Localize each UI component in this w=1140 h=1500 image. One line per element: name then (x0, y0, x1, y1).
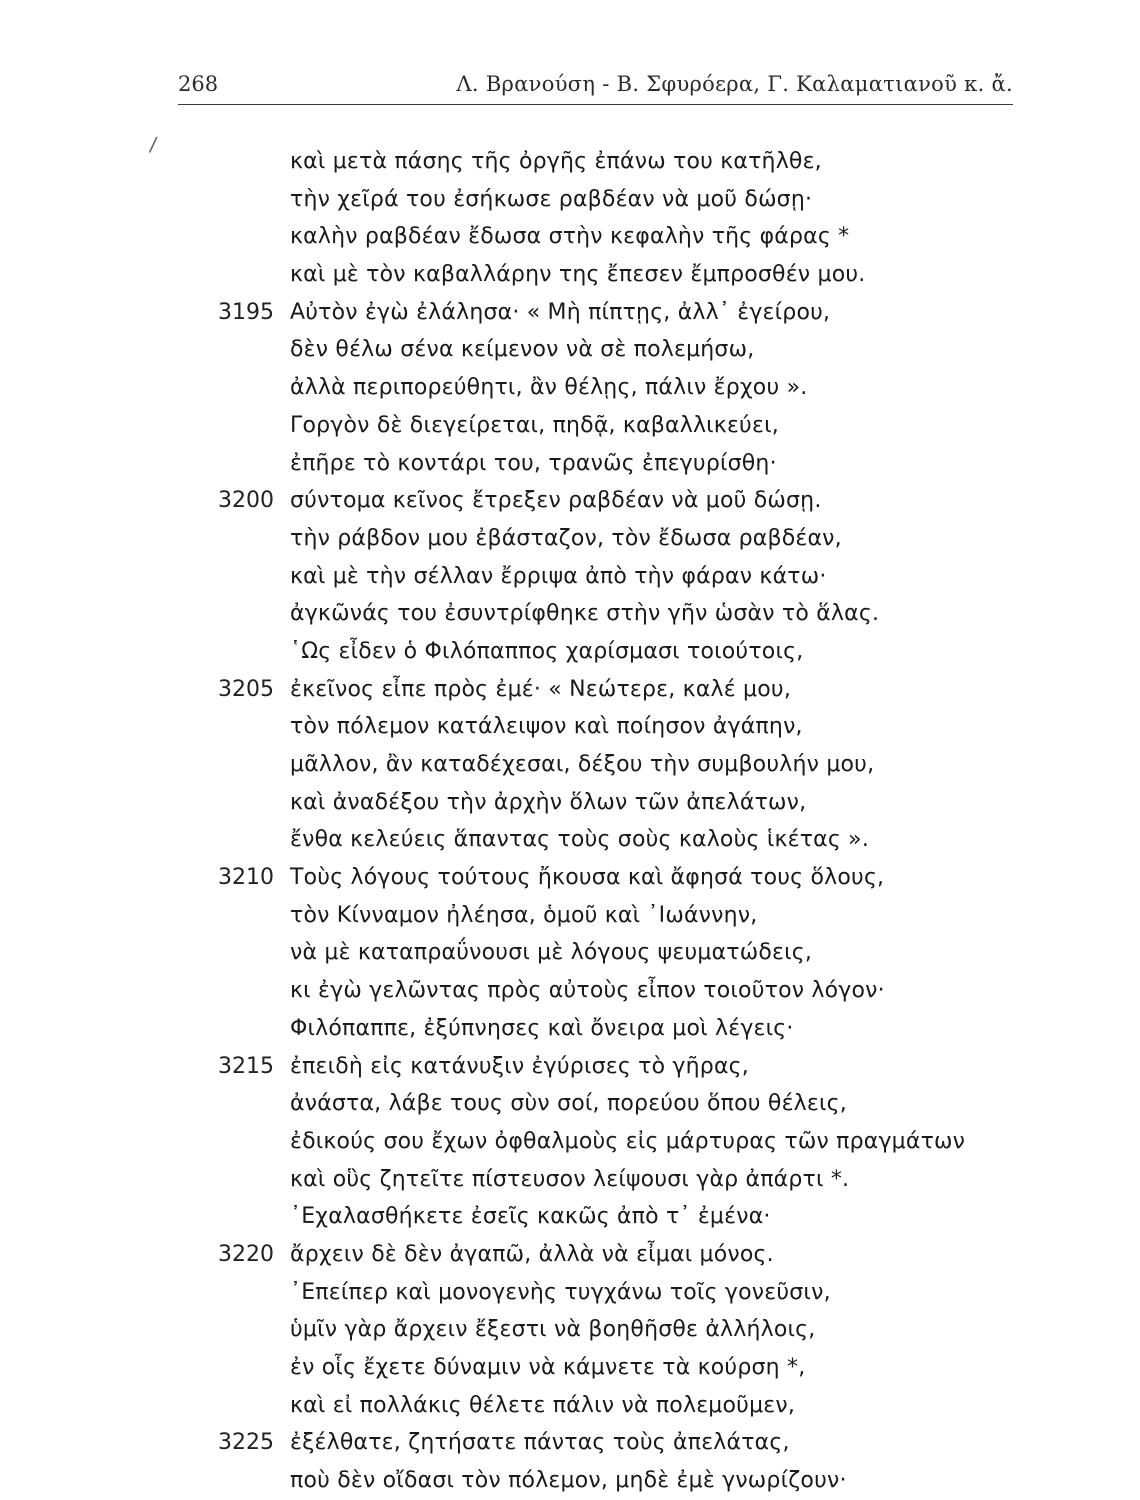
verse-text: ἄρχειν δὲ δὲν ἀγαπῶ, ἀλλὰ νὰ εἶμαι μόνος. (290, 1241, 774, 1267)
verse-text: καὶ οὓς ζητεῖτε πίστευσον λείψουσι γὰρ ἀπάρτι *. (290, 1166, 850, 1192)
verse-text: νὰ μὲ καταπραΰνουσι μὲ λόγους ψευματώδεις, (290, 940, 813, 966)
verse-line (0, 1123, 1140, 1161)
verse-text: τὸν πόλεμον κατάλειψον καὶ ποίησον ἀγάπην, (290, 714, 803, 740)
verse-line (0, 671, 1140, 709)
verse-line (0, 331, 1140, 369)
verse-text: ἐν οἷς ἔχετε δύναμιν νὰ κάμνετε τὰ κούρση *, (290, 1355, 806, 1380)
verse-text: καλὴν ραβδέαν ἔδωσα στὴν κεφαλὴν τῆς φάρας * (290, 224, 850, 250)
line-number: 3225 (218, 1430, 274, 1456)
verse-line (0, 1274, 1140, 1312)
verse-line (0, 558, 1140, 596)
verse-text: Τοὺς λόγους τούτους ἤκουσα καὶ ἄφησά τους ὅλους, (290, 865, 885, 891)
verse-line (0, 859, 1140, 897)
verse-line (0, 482, 1140, 520)
verse-text: ἐπειδὴ εἰς κατάνυξιν ἐγύρισες τὸ γῆρας, (290, 1053, 749, 1079)
verse-line (0, 972, 1140, 1010)
verse-line (0, 934, 1140, 972)
verse-line (0, 821, 1140, 859)
verse-text: καὶ μετὰ πάσης τῆς ὀργῆς ἐπάνω του κατῆλθε, (290, 149, 822, 174)
verse-line (0, 1387, 1140, 1425)
verse-text: ἔνθα κελεύεις ἅπαντας τοὺς σοὺς καλοὺς ἱκέτας ». (290, 827, 870, 853)
verse-text: τὸν Κίνναμον ἠλέησα, ὁμοῦ καὶ ᾿Ιωάννην, (290, 902, 758, 928)
running-title: Λ. Βρανούση - Β. Σφυρόερα, Γ. Καλαματιανοῦ κ. ἄ. (456, 72, 1013, 96)
verse-text: τὴν χεῖρά του ἐσήκωσε ραβδέαν νὰ μοῦ δώσῃ· (290, 186, 813, 212)
verse-text: δὲν θέλω σένα κείμενον νὰ σὲ πολεμήσω, (290, 337, 755, 363)
line-number: 3215 (218, 1053, 274, 1079)
verse-text: ἐξέλθατε, ζητήσατε πάντας τοὺς ἀπελάτας, (290, 1430, 790, 1456)
verse-text: καὶ ἀναδέξου τὴν ἀρχὴν ὅλων τῶν ἀπελάτων, (290, 789, 807, 815)
verse-line (0, 218, 1140, 256)
verse-line (0, 746, 1140, 784)
verse-text: ὑμῖν γὰρ ἄρχειν ἔξεστι νὰ βοηθῆσθε ἀλλήλοις, (290, 1317, 816, 1343)
line-number: 3195 (218, 299, 274, 325)
header-rule (178, 104, 1013, 105)
verse-text: ῾Ως εἶδεν ὁ Φιλόπαππος χαρίσμασι τοιούτοις, (290, 638, 804, 664)
verse-line (0, 369, 1140, 407)
verse-text: Φιλόπαππε, ἐξύπνησες καὶ ὄνειρα μοὶ λέγεις· (290, 1015, 794, 1041)
verse-line (0, 294, 1140, 332)
verse-line (0, 1311, 1140, 1349)
verse-line (0, 1349, 1140, 1387)
page-number: 268 (178, 72, 219, 96)
verse-text: Γοργὸν δὲ διεγείρεται, πηδᾷ, καβαλλικεύει, (290, 412, 779, 438)
verse-line (0, 143, 1140, 181)
verse-text: κι ἐγὼ γελῶντας πρὸς αὐτοὺς εἶπον τοιοῦτον λόγον· (290, 978, 885, 1004)
verse-text: σύντομα κεῖνος ἔτρεξεν ραβδέαν νὰ μοῦ δώσῃ. (290, 488, 822, 514)
verse-line (0, 1010, 1140, 1048)
verse-block (0, 143, 1140, 1500)
verse-line (0, 1198, 1140, 1236)
verse-text: ἐπῆρε τὸ κοντάρι του, τρανῶς ἐπεγυρίσθη· (290, 450, 777, 476)
verse-text: καὶ εἰ πολλάκις θέλετε πάλιν νὰ πολεμοῦμεν, (290, 1392, 796, 1418)
verse-line (0, 1236, 1140, 1274)
verse-line (0, 633, 1140, 671)
page-header (178, 68, 1013, 108)
verse-text: ἐδικούς σου ἔχων ὀφθαλμοὺς εἰς μάρτυρας τῶν πραγμάτων (290, 1128, 966, 1154)
verse-line (0, 181, 1140, 219)
verse-line (0, 256, 1140, 294)
verse-line (0, 1424, 1140, 1462)
line-number: 3205 (218, 676, 274, 702)
verse-text: ἐκεῖνος εἶπε πρὸς ἐμέ· « Νεώτερε, καλέ μου, (290, 676, 792, 702)
verse-text: ἀλλὰ περιπορεύθητι, ἂν θέλῃς, πάλιν ἔρχου ». (290, 375, 808, 401)
verse-text: ποὺ δὲν οἴδασι τὸν πόλεμον, μηδὲ ἐμὲ γνωρίζουν· (290, 1468, 847, 1494)
verse-line (0, 897, 1140, 935)
line-number: 3210 (218, 865, 274, 891)
verse-text: ἀνάστα, λάβε τους σὺν σοί, πορεύου ὅπου θέλεις, (290, 1091, 847, 1117)
verse-text: καὶ μὲ τὴν σέλλαν ἔρριψα ἀπὸ τὴν φάραν κάτω· (290, 563, 827, 589)
verse-text: καὶ μὲ τὸν καβαλλάρην της ἔπεσεν ἔμπροσθέν μου. (290, 262, 866, 288)
verse-text: ἀγκῶνάς του ἐσυντρίφθηκε στὴν γῆν ὡσὰν τὸ ἅλας. (290, 601, 880, 627)
verse-line (0, 1085, 1140, 1123)
margin-mark: / (148, 131, 159, 157)
verse-line (0, 708, 1140, 746)
verse-line (0, 1161, 1140, 1199)
verse-text: ᾿Εχαλασθήκετε ἐσεῖς κακῶς ἀπὸ τ᾽ ἐμένα· (290, 1204, 771, 1230)
verse-line (0, 445, 1140, 483)
verse-line (0, 1462, 1140, 1500)
verse-text: Αὐτὸν ἐγὼ ἐλάλησα· « Μὴ πίπτῃς, ἀλλ᾽ ἐγείρου, (290, 299, 831, 325)
verse-text: ᾿Επείπερ καὶ μονογενὴς τυγχάνω τοῖς γονεῦσιν, (290, 1279, 831, 1305)
verse-line (0, 407, 1140, 445)
verse-line (0, 595, 1140, 633)
verse-text: τὴν ράβδον μου ἐβάσταζον, τὸν ἔδωσα ραβδέαν, (290, 525, 842, 551)
verse-line (0, 520, 1140, 558)
line-number: 3220 (218, 1241, 274, 1267)
verse-text: μᾶλλον, ἂν καταδέχεσαι, δέξου τὴν συμβουλήν μου, (290, 752, 875, 777)
verse-line (0, 784, 1140, 822)
line-number: 3200 (218, 488, 274, 514)
verse-line (0, 1048, 1140, 1086)
